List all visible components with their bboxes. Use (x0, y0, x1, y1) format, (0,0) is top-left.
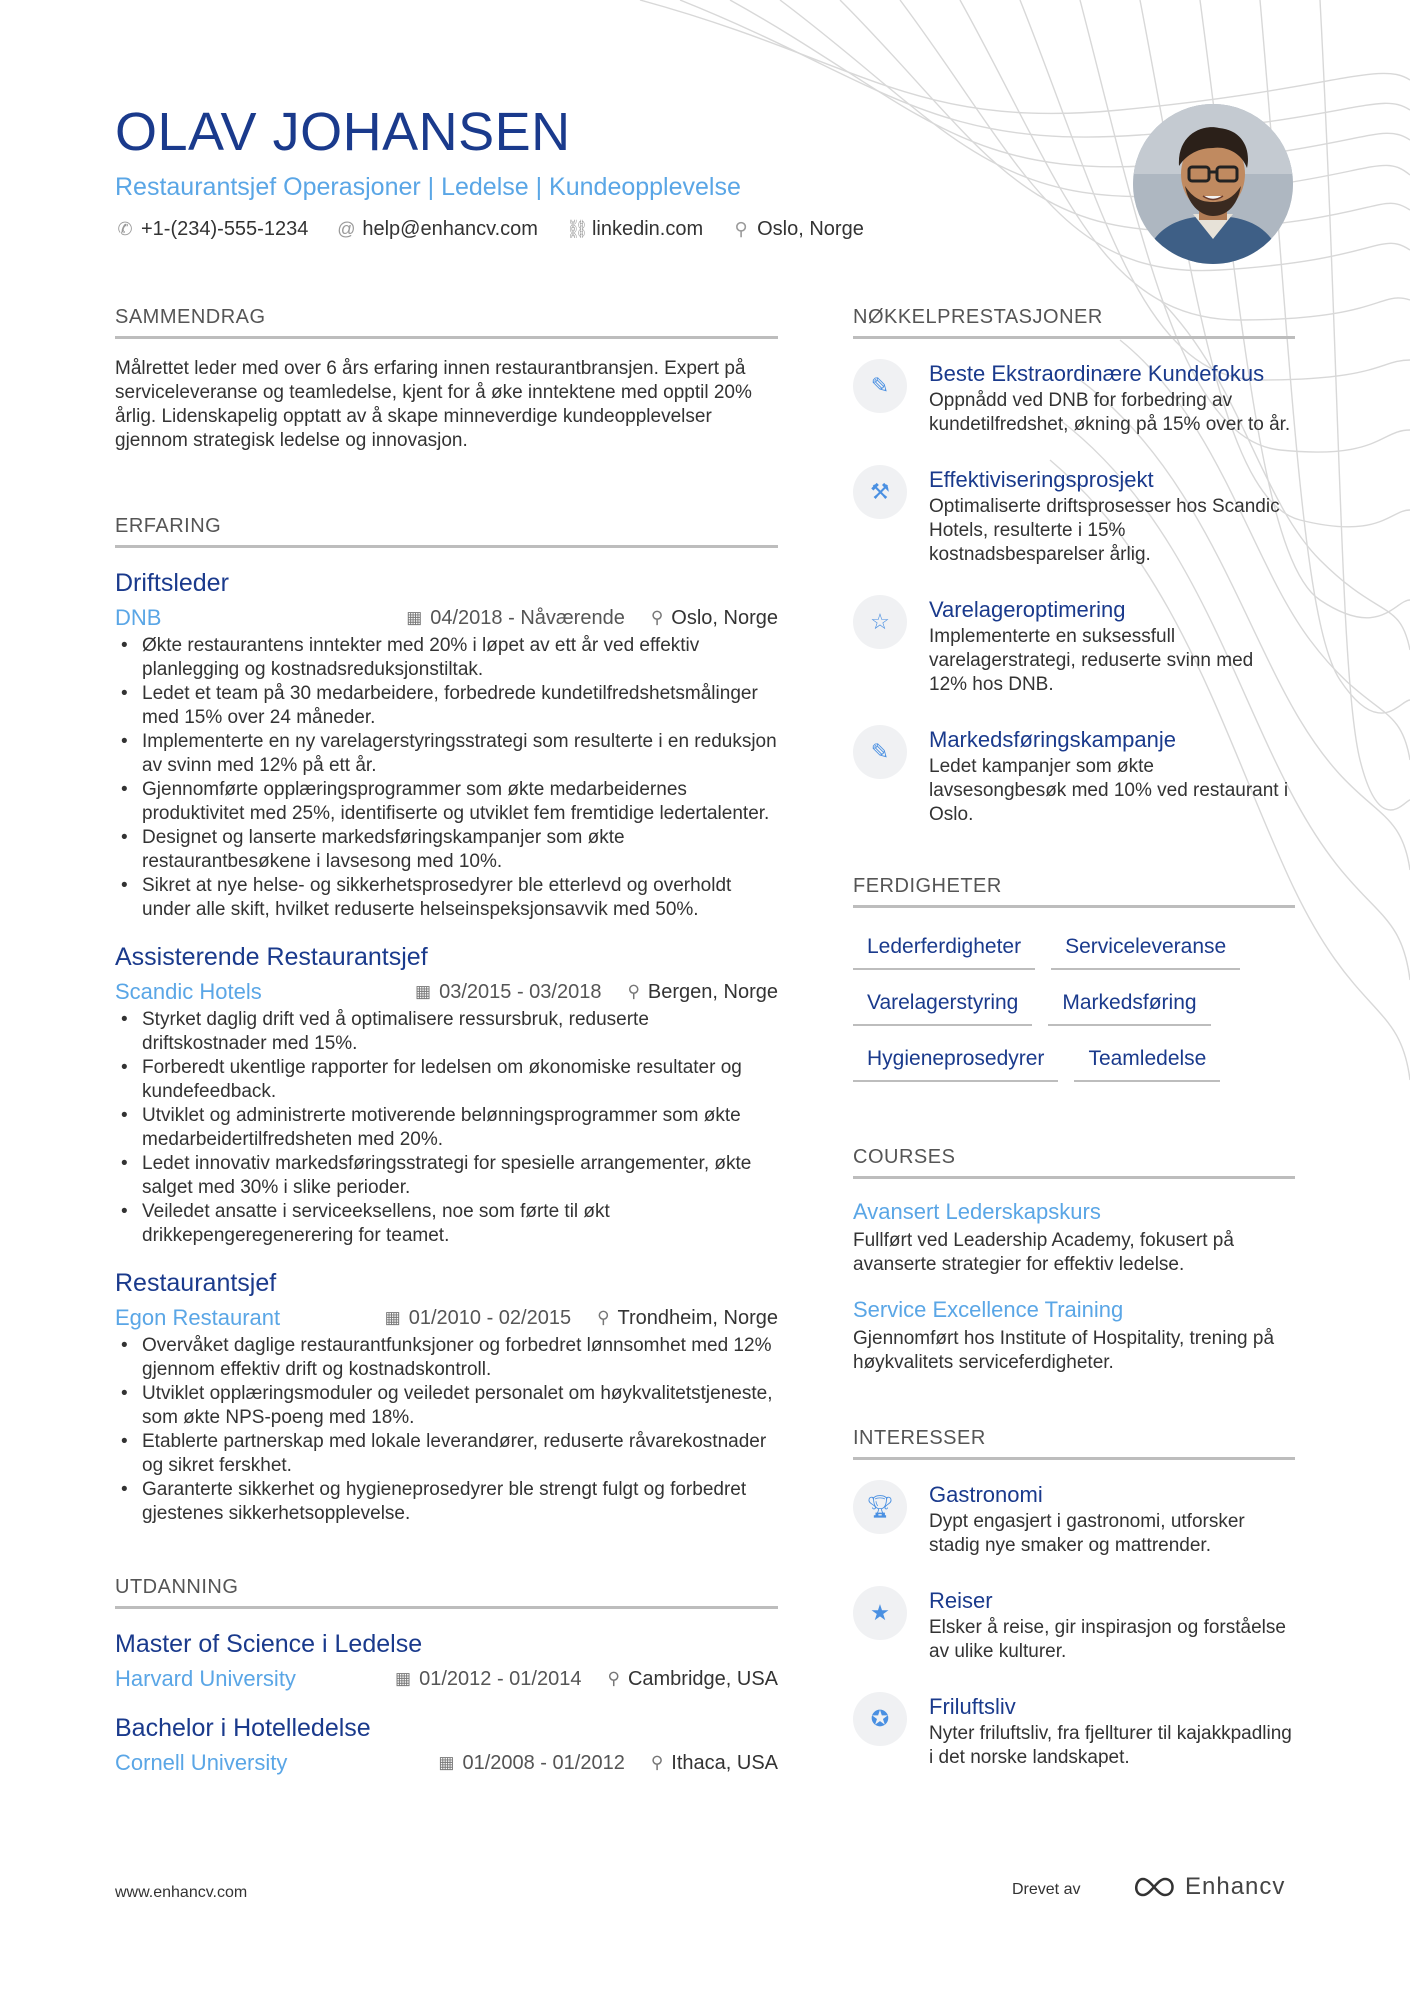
interest-title: Friluftsliv (929, 1694, 1016, 1719)
section-title-skills: FERDIGHETER (853, 871, 1295, 908)
degree-title: Bachelor i Hotelledelse (115, 1714, 371, 1742)
interest-desc: Nyter friluftsliv, fra fjellturer til kajakkpadling i det norske landskapet. (929, 1723, 1292, 1768)
candidate-name: OLAV JOHANSEN (115, 102, 571, 162)
skill-tag: Hygieneprosedyrer (853, 1036, 1058, 1082)
phone-icon: ✆ (117, 219, 133, 239)
course-item (853, 1197, 1295, 1277)
achievement-title: Beste Ekstraordinære Kundefokus (929, 361, 1265, 386)
contact-linkedin[interactable] (566, 218, 703, 241)
job-bullets (115, 1334, 778, 1526)
job-location-text: Trondheim, Norge (617, 1307, 778, 1329)
achievement-title: Markedsføringskampanje (929, 727, 1176, 752)
trophy-icon: 🏆︎ (853, 1480, 907, 1534)
interest-item (853, 1586, 1295, 1664)
job-meta (115, 1304, 778, 1332)
location-pin-icon: ⚲ (597, 1308, 610, 1327)
job-meta (115, 604, 778, 632)
education-location (607, 1665, 778, 1693)
school-name: Harvard University (115, 1666, 296, 1691)
job-bullets (115, 634, 778, 922)
location-pin-icon: ⚲ (650, 608, 664, 627)
at-icon: @ (337, 219, 356, 239)
contact-location-text: Oslo, Norge (757, 218, 864, 240)
section-title-summary: SAMMENDRAG (115, 302, 778, 339)
achievement-item (853, 359, 1295, 437)
skill-tag: Lederferdigheter (853, 924, 1035, 970)
contact-location (731, 218, 864, 241)
right-column (853, 302, 1295, 1770)
footer-url[interactable]: www.enhancv.com (115, 1884, 248, 1901)
contact-email[interactable] (336, 218, 538, 241)
education-meta (115, 1665, 778, 1693)
bullet-item: • Forberedt ukentlige rapporter for ledelsen om økonomiske resultater og kundefeedback. (115, 1056, 778, 1104)
bullet-item: • Veiledet ansatte i serviceeksellens, noe som førte til økt drikkepengeregenerering for teamet. (115, 1200, 778, 1248)
job-title: Assisterende Restaurantsjef (115, 943, 428, 971)
left-column (115, 302, 778, 1777)
bullet-item: • Ledet et team på 30 medarbeidere, forbedrede kundetilfredshetsmålinger med 15% over 24 måneder. (115, 682, 778, 730)
interest-title: Reiser (929, 1588, 993, 1613)
job-entry (115, 566, 778, 922)
interest-item (853, 1480, 1295, 1558)
education-location-text: Cambridge, USA (627, 1668, 778, 1690)
location-pin-icon: ⚲ (734, 219, 748, 239)
skill-tag: Markedsføring (1048, 980, 1210, 1026)
avatar-photo (1133, 104, 1293, 264)
job-entry (115, 1266, 778, 1526)
calendar-icon: ▦ (406, 608, 423, 627)
skill-tag: Serviceleveranse (1051, 924, 1240, 970)
course-desc: Fullført ved Leadership Academy, fokusert på avanserte strategier for effektiv ledelse. (853, 1230, 1234, 1275)
job-date (415, 978, 601, 1006)
job-location (597, 1304, 778, 1332)
achievement-title: Varelageroptimering (929, 597, 1126, 622)
degree-title: Master of Science i Ledelse (115, 1630, 423, 1658)
enhancv-logo-text: Enhancv (1185, 1873, 1286, 1900)
candidate-tagline: Restaurantsjef Operasjoner | Ledelse | Kundeopplevelse (115, 173, 741, 201)
achievement-item (853, 595, 1295, 697)
education-location-text: Ithaca, USA (671, 1752, 778, 1774)
bullet-item: • Overvåket daglige restaurantfunksjoner og forbedret lønnsomhet med 12% gjennom effektiv drift og kostnadskontroll. (115, 1334, 778, 1382)
job-title: Driftsleder (115, 569, 229, 597)
education-date-text: 01/2008 - 01/2012 (462, 1752, 625, 1774)
achievement-desc: Implementerte en suksessfull varelagerstrategi, reduserte svinn med 12% hos DNB. (929, 626, 1254, 695)
job-location-text: Oslo, Norge (671, 607, 778, 629)
calendar-icon: ▦ (438, 1753, 455, 1772)
infinity-logo-icon (1131, 1875, 1177, 1899)
footer-powered-by: Drevet av (1012, 1881, 1081, 1898)
tools-icon: ⚒ (853, 465, 907, 519)
achievement-item (853, 725, 1295, 827)
contact-phone-text: +1-(234)-555-1234 (141, 218, 309, 240)
bullet-item: • Gjennomførte opplæringsprogrammer som økte medarbeidernes produktivitet med 25%, identifiserte og utviklet fem fremtidige ledertalenter. (115, 778, 778, 826)
education-meta (115, 1749, 778, 1777)
school-name: Cornell University (115, 1750, 288, 1775)
job-date (406, 604, 625, 632)
achievement-desc: Ledet kampanjer som økte lavsesongbesøk med 10% ved restaurant i Oslo. (929, 756, 1289, 825)
achievement-desc: Oppnådd ved DNB for forbedring av kundetilfredshet, økning på 15% over to år. (929, 390, 1291, 435)
job-location-text: Bergen, Norge (647, 981, 778, 1003)
achievement-desc: Optimaliserte driftsprosesser hos Scandic Hotels, resulterte i 15% kostnadsbesparelser årlig. (929, 496, 1280, 565)
job-location (651, 604, 778, 632)
bullet-item: • Styrket daglig drift ved å optimalisere ressursbruk, reduserte driftskostnader med 15%. (115, 1008, 778, 1056)
education-date (438, 1749, 624, 1777)
job-company: Scandic Hotels (115, 979, 262, 1004)
education-location (651, 1749, 778, 1777)
job-entry (115, 940, 778, 1248)
course-title: Avansert Lederskapskurs (853, 1199, 1101, 1224)
bullet-item: • Etablerte partnerskap med lokale leverandører, reduserte råvarekostnader og sikret ferskhet. (115, 1430, 778, 1478)
education-entry (115, 1627, 778, 1693)
job-company: Egon Restaurant (115, 1305, 281, 1330)
bullet-item: • Sikret at nye helse- og sikkerhetsprosedyrer ble etterlevd og overholdt under alle skift, hvilket reduserte helseinspeksjonsavvik med 50%. (115, 874, 778, 922)
magic-wand-icon: ✎ (853, 359, 907, 413)
course-title: Service Excellence Training (853, 1297, 1124, 1322)
interest-desc: Dypt engasjert i gastronomi, utforsker stadig nye smaker og mattrender. (929, 1511, 1245, 1556)
section-title-achievements: NØKKELPRESTASJONER (853, 302, 1295, 339)
job-location (627, 978, 778, 1006)
link-icon: ⛓ (565, 219, 589, 239)
job-date-text: 03/2015 - 03/2018 (439, 981, 602, 1003)
bullet-item: • Økte restaurantens inntekter med 20% i løpet av ett år ved effektiv planlegging og kostnadsreduksjonstiltak. (115, 634, 778, 682)
skills-list (853, 924, 1295, 1092)
bullet-item: • Garanterte sikkerhet og hygieneprosedyrer ble strengt fulgt og forbedret gjestenes sikkerhetsopplevelse. (115, 1478, 778, 1526)
location-pin-icon: ⚲ (627, 982, 640, 1001)
contact-phone[interactable] (115, 218, 308, 241)
contact-email-text: help@enhancv.com (362, 218, 538, 240)
enhancv-logo[interactable] (1131, 1873, 1285, 1901)
resume-header (115, 100, 1115, 241)
bullet-item: • Designet og lanserte markedsføringskampanjer som økte restaurantbesøkene i lavsesong med 10%. (115, 826, 778, 874)
interest-title: Gastronomi (929, 1482, 1043, 1507)
course-desc: Gjennomført hos Institute of Hospitality, trening på høykvalitets serviceferdigheter. (853, 1328, 1275, 1373)
achievement-title: Effektiviseringsprosjekt (929, 467, 1154, 492)
education-date (395, 1665, 581, 1693)
section-title-courses: COURSES (853, 1142, 1295, 1179)
job-bullets (115, 1008, 778, 1248)
avatar (1133, 104, 1293, 264)
education-entry (115, 1711, 778, 1777)
education-date-text: 01/2012 - 01/2014 (419, 1668, 582, 1690)
bullet-item: • Implementerte en ny varelagerstyringsstrategi som resulterte i en reduksjon av svinn med 12% på ett år. (115, 730, 778, 778)
calendar-icon: ▦ (395, 1669, 412, 1688)
section-title-experience: ERFARING (115, 511, 778, 548)
interest-desc: Elsker å reise, gir inspirasjon og forståelse av ulike kulturer. (929, 1617, 1286, 1662)
location-pin-icon: ⚲ (607, 1669, 620, 1688)
skill-tag: Teamledelse (1074, 1036, 1220, 1082)
bullet-item: • Utviklet opplæringsmoduler og veiledet personalet om høykvalitetstjeneste, som økte NPS-poeng med 18%. (115, 1382, 778, 1430)
contact-linkedin-text: linkedin.com (591, 218, 704, 240)
achievement-item (853, 465, 1295, 567)
calendar-icon: ▦ (415, 982, 432, 1001)
location-pin-icon: ⚲ (650, 1753, 664, 1772)
medal-icon: ✪ (853, 1692, 907, 1746)
skill-tag: Varelagerstyring (853, 980, 1032, 1026)
job-meta (115, 978, 778, 1006)
section-title-education: UTDANNING (115, 1572, 778, 1609)
calendar-icon: ▦ (384, 1308, 401, 1327)
star-icon: ☆ (853, 595, 907, 649)
interest-item (853, 1692, 1295, 1770)
section-title-interests: INTERESSER (853, 1423, 1295, 1460)
job-company: DNB (115, 605, 162, 630)
contact-list (115, 218, 1115, 241)
star-hand-icon: ★ (853, 1586, 907, 1640)
summary-text: Målrettet leder med over 6 års erfaring innen restaurantbransjen. Expert på serviceleveranse og teamledelse, kjent for å øke inntektene med opptil 20% årlig. Lidenskapelig opptatt av å skape minneverdige kundeopplevelser gjennom strategisk ledelse og innovasjon. (115, 358, 752, 451)
bullet-item: • Utviklet og administrerte motiverende belønningsprogrammer som økte medarbeidertilfredsheten med 20%. (115, 1104, 778, 1152)
magic-wand-icon: ✎ (853, 725, 907, 779)
course-item (853, 1295, 1295, 1375)
bullet-item: • Ledet innovativ markedsføringsstrategi for spesielle arrangementer, økte salget med 30% i slike perioder. (115, 1152, 778, 1200)
job-title: Restaurantsjef (115, 1269, 277, 1297)
job-date-text: 04/2018 - Nåværende (430, 607, 625, 629)
job-date (385, 1304, 571, 1332)
job-date-text: 01/2010 - 02/2015 (408, 1307, 572, 1329)
